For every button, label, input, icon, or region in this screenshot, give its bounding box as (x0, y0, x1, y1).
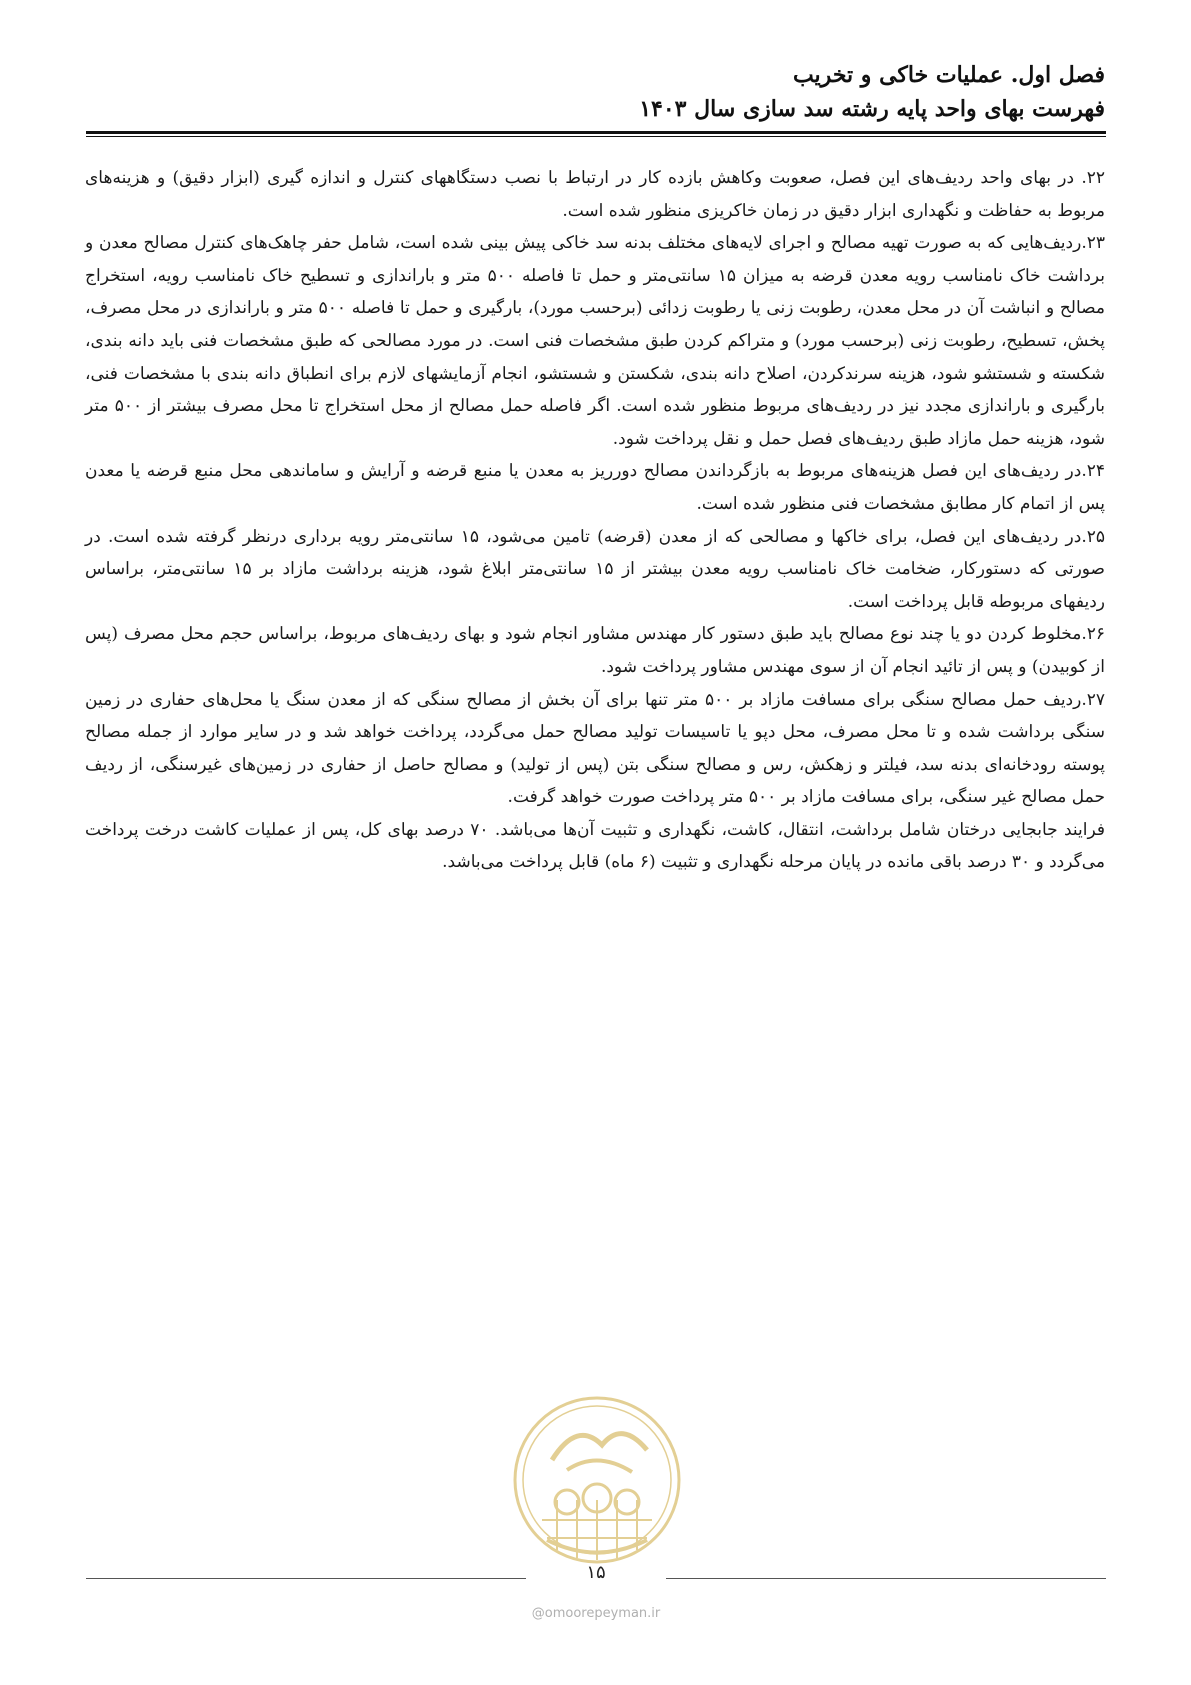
footer-rule-right (666, 1578, 1106, 1579)
paragraph-22: ۲۲. در بهای واحد ردیف‌های این فصل، صعوبت وکاهش بازده کار در ارتباط با نصب دستگاههای کنترل و اندازه گیری (ابزار دقیق) و هزینه‌های مربوط به حفاظت و نگهداری ابزار دقیق در زمان خاکریزی منظور شده است. (85, 168, 1105, 221)
paragraph-26: ۲۶.مخلوط کردن دو یا چند نوع مصالح باید طبق دستور کار مهندس مشاور انجام شود و بهای ردیف‌های مربوط، براساس حجم محل مصرف (پس از کوبیدن) و پس از تائید انجام آن از سوی مهندس مشاور پرداخت شود. (85, 624, 1105, 677)
chapter-title: فصل اول. عملیات خاکی و تخریب (792, 62, 1105, 88)
paragraph-trees: فرایند جابجایی درختان شامل برداشت، انتقال، کاشت، نگهداری و تثبیت آن‌ها می‌باشد. ۷۰ درصد بهای کل، پس از عملیات کاشت درخت پرداخت می‌گردد و ۳۰ درصد باقی مانده در پایان مرحله نگهداری و تثبیت (۶ ماه) قابل پرداخت می‌باشد. (85, 819, 1105, 873)
watermark-logo (507, 1390, 687, 1570)
body-text (85, 162, 1105, 879)
header-rule-thin (86, 136, 1106, 137)
page-number: ۱۵ (586, 1562, 606, 1583)
header-rule-thick (86, 131, 1106, 134)
price-list-title: فهرست بهای واحد پایه رشته سد سازی سال ۱۴۰۳ (639, 96, 1105, 122)
paragraph-25: ۲۵.در ردیف‌های این فصل، برای خاکها و مصالحی که از معدن (قرضه) تامین می‌شود، ۱۵ سانتی‌متر رویه برداری درنظر گرفته شده است. در صورتی که دستورکار، ضخامت خاک نامناسب رویه معدن بیشتر از ۱۵ سانتی‌متر ابلاغ شود، هزینه برداشت مازاد بر ۱۵ سانتی‌متر، براساس ردیفهای مربوطه قابل پرداخت است. (85, 526, 1105, 612)
paragraph-27: ۲۷.ردیف حمل مصالح سنگی برای مسافت مازاد بر ۵۰۰ متر تنها برای آن بخش از مصالح سنگی که از معدن سنگ یا محل‌های حفاری در زمین سنگی برداشت شده و تا محل مصرف، محل دپو یا تاسیسات تولید مصالح حمل می‌گردد، پرداخت خواهد شد و در سایر موارد از جمله مصالح پوسته رودخانه‌ای بدنه سد، فیلتر و زهکش، رس و مصالح سنگی بتن (پس از تولید) و مصالح حاصل از حفاری در زمین‌های غیرسنگی، از ردیف حمل مصالح غیر سنگی، برای مسافت مازاد بر ۵۰۰ متر پرداخت صورت خواهد گرفت. (85, 689, 1106, 808)
watermark-site: @omoorepeyman.ir (531, 1606, 661, 1621)
paragraph-23: ۲۳.ردیف‌هایی که به صورت تهیه مصالح و اجرای لایه‌های مختلف بدنه سد خاکی پیش بینی شده است، شامل حفر چاهک‌های کنترل مصالح معدن و برداشت خاک نامناسب رویه معدن قرضه به میزان ۱۵ سانتی‌متر و حمل تا فاصله ۵۰۰ متر و باراندازی و تسطیح خاک نامناسب رویه، استخراج مصالح و انباشت آن در محل معدن، رطوبت زنی یا رطوبت زدائی (برحسب مورد)، بارگیری و حمل تا فاصله ۵۰۰ متر و باراندازی در محل مصرف، پخش، تسطیح، رطوبت زنی (برحسب مورد) و متراکم کردن طبق مشخصات فنی است. در مورد مصالحی که طبق مشخصات فنی باید دانه بندی، شکسته و شستشو شود، هزینه سرندکردن، اصلاح دانه بندی، شکستن و شستشو، انجام آزمایشهای لازم برای انطباق دانه بندی با مشخصات فنی، بارگیری و باراندازی مجدد نیز در ردیف‌های مربوط منظور شده است. اگر فاصله حمل مصالح از محل استخراج تا محل مصرف بیشتر از ۵۰۰ متر شود، هزینه حمل مازاد طبق ردیف‌های فصل حمل و نقل پرداخت شود. (85, 233, 1106, 449)
page-header (85, 58, 1105, 126)
footer-rule-left (86, 1578, 526, 1579)
paragraph-24: ۲۴.در ردیف‌های این فصل هزینه‌های مربوط به بازگرداندن مصالح دورریز به معدن یا منبع قرضه و آرایش و ساماندهی محل منبع قرضه یا معدن پس از اتمام کار مطابق مشخصات فنی منظور شده است. (85, 461, 1105, 514)
